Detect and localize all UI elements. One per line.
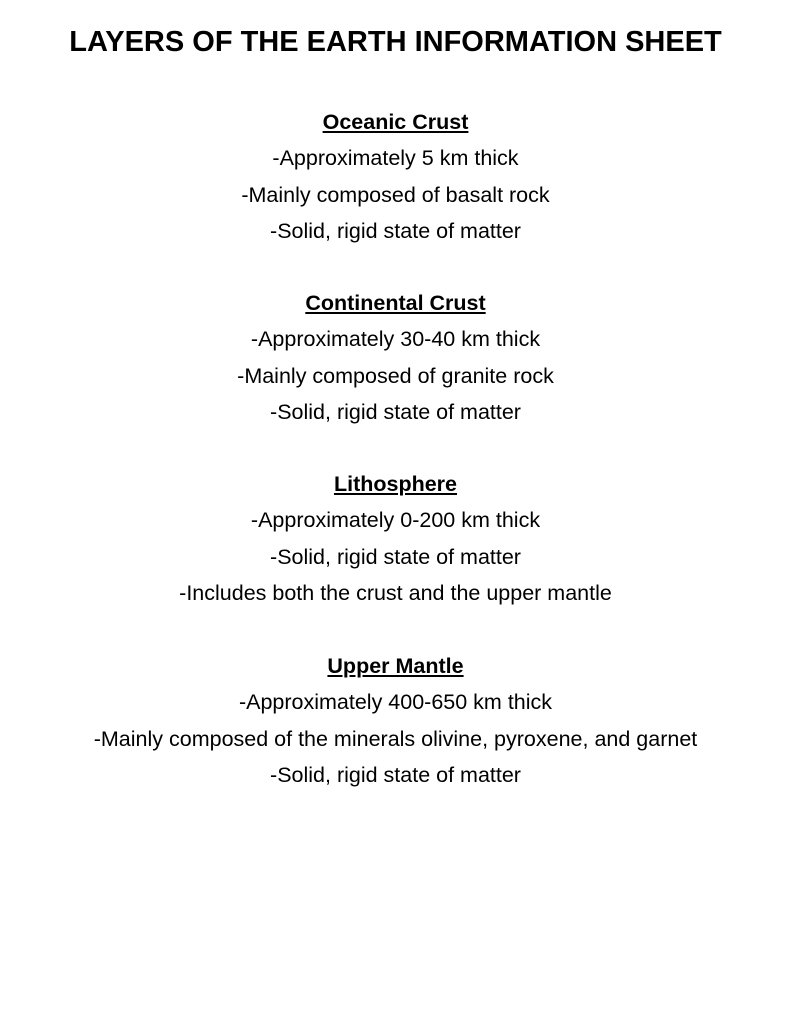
section-heading: Continental Crust bbox=[305, 291, 486, 315]
fact-line: -Solid, rigid state of matter bbox=[270, 544, 521, 569]
fact-line: -Mainly composed of the minerals olivine, pyroxene, and garnet bbox=[93, 726, 698, 751]
section-heading: Oceanic Crust bbox=[322, 110, 469, 134]
fact-line: -Solid, rigid state of matter bbox=[270, 762, 521, 787]
section-lithosphere bbox=[0, 466, 791, 611]
page-title: LAYERS OF THE EARTH INFORMATION SHEET bbox=[69, 26, 722, 58]
section-heading: Upper Mantle bbox=[327, 654, 464, 678]
fact-line: -Includes both the crust and the upper mantle bbox=[179, 580, 612, 605]
fact-line: -Approximately 30-40 km thick bbox=[250, 327, 541, 352]
fact-line: -Solid, rigid state of matter bbox=[270, 399, 521, 424]
fact-line: -Approximately 0-200 km thick bbox=[250, 508, 541, 533]
fact-line: -Solid, rigid state of matter bbox=[270, 218, 521, 243]
fact-line: -Mainly composed of basalt rock bbox=[241, 182, 550, 207]
section-continental-crust bbox=[0, 285, 791, 430]
section-oceanic-crust bbox=[0, 104, 791, 249]
fact-line: -Approximately 5 km thick bbox=[272, 146, 519, 171]
section-heading: Lithosphere bbox=[333, 472, 458, 496]
fact-line: -Approximately 400-650 km thick bbox=[238, 690, 553, 715]
fact-line: -Mainly composed of granite rock bbox=[237, 363, 554, 388]
section-upper-mantle bbox=[0, 648, 791, 793]
